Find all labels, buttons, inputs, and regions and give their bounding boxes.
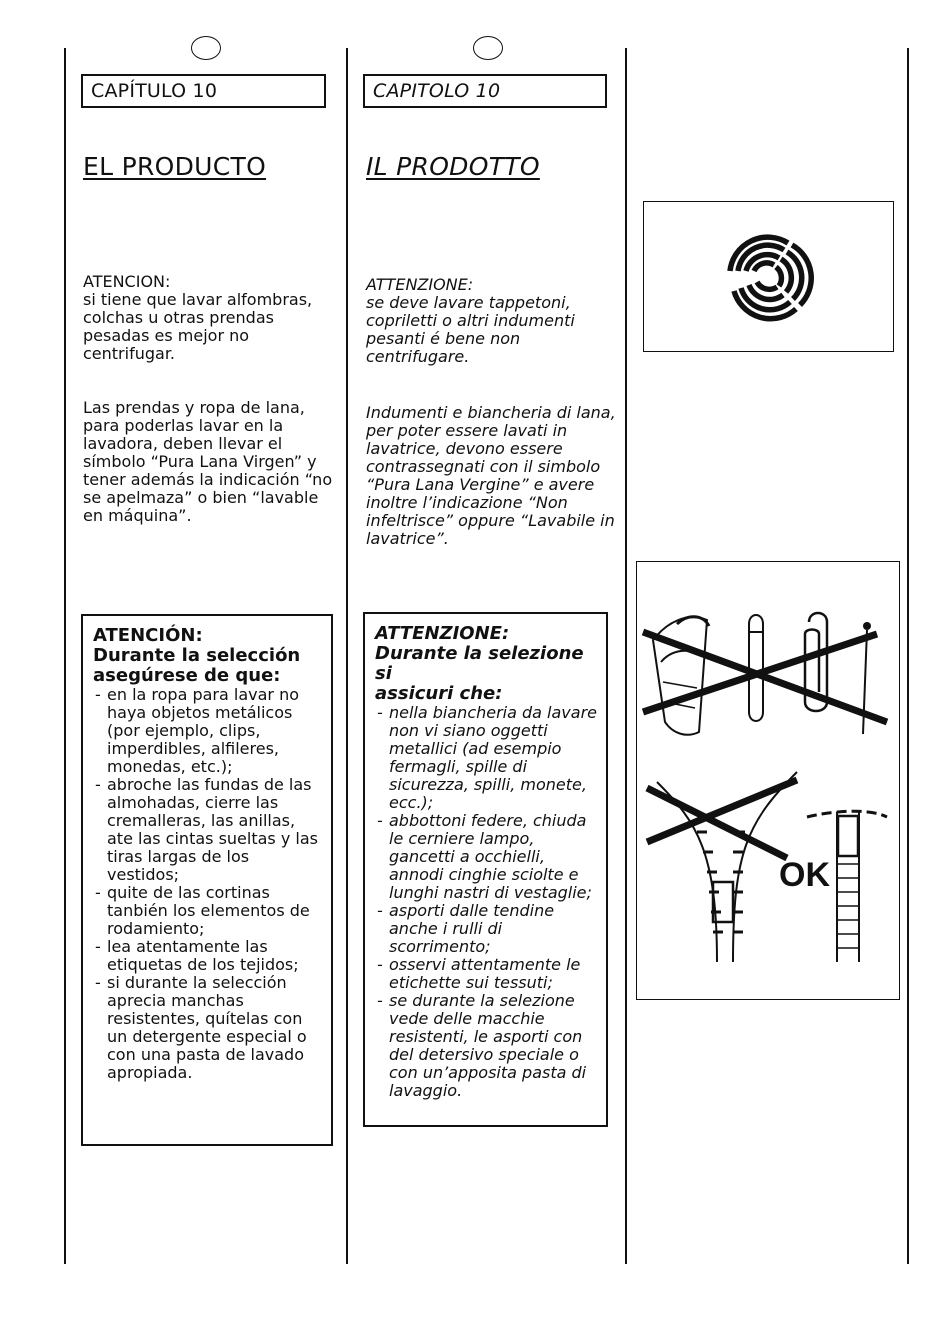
laundry-prep-frame [636, 561, 900, 1000]
column-divider [907, 48, 909, 1264]
box-heading-line: ATTENZIONE: [375, 623, 510, 644]
chapter-label-spanish: CAPÍTULO 10 [81, 74, 326, 108]
attention-note-italian [366, 276, 616, 366]
list-item: - nella biancheria da lavare non vi siano oggetti metallici (ad esempio fermagli, spille di sicurezza, spilli, monete, ecc.); [375, 704, 598, 812]
column-divider [64, 48, 66, 1264]
attention-text: se deve lavare tappetoni, copriletti o altri indumenti pesanti é bene non centrifugare. [366, 293, 575, 366]
attention-box-italian [363, 612, 608, 1127]
list-item: - si durante la selección aprecia manchas resistentes, quítelas con un detergente especial o con una pasta de lavado apropiada. [93, 974, 323, 1082]
wool-mark-icon [644, 202, 895, 353]
checklist [375, 704, 598, 1100]
section-title-italian: IL PRODOTTO [366, 152, 540, 181]
list-item: - osservi attentamente le etichette sui tessuti; [375, 956, 598, 992]
zipper-comparison-icon [637, 762, 901, 982]
box-heading-line: Durante la selección [93, 645, 301, 666]
list-item: - se durante la selezione vede delle macchie resistenti, le asporti con del detersivo speciale o con un’apposita pasta di lavaggio. [375, 992, 598, 1100]
checklist [93, 686, 323, 1082]
crossed-out-metal-objects-icon [637, 562, 901, 762]
column-divider [346, 48, 348, 1264]
attention-heading: ATTENZIONE: [366, 275, 474, 294]
box-heading-line: assicuri che: [375, 683, 503, 704]
language-marker-spanish [191, 36, 221, 60]
section-title-spanish: EL PRODUCTO [83, 152, 267, 181]
list-item: - lea atentamente las etiquetas de los tejidos; [93, 938, 323, 974]
box-heading-line: ATENCIÓN: [93, 625, 203, 646]
list-item: - quite de las cortinas tanbién los elementos de rodamiento; [93, 884, 323, 938]
list-item: - en la ropa para lavar no haya objetos metálicos (por ejemplo, clips, imperdibles, alfileres, monedas, etc.); [93, 686, 323, 776]
wool-paragraph-italian: Indumenti e biancheria di lana, per poter essere lavati in lavatrice, devono essere contrassegnati con il simbolo “Pura Lana Vergine” e avere inoltre l’indicazione “Non infeltrisce” oppure “Lavabile in lavatrice”. [366, 403, 616, 548]
list-item: - abroche las fundas de las almohadas, cierre las cremalleras, las anillas, ate las cintas sueltas y las tiras largas de los vestidos; [93, 776, 323, 884]
column-divider [625, 48, 627, 1264]
attention-box-spanish [81, 614, 333, 1146]
ok-label: OK [779, 856, 830, 894]
list-item: - abbottoni federe, chiuda le cerniere lampo, gancetti a occhielli, annodi cinghie sciolte e lunghi nastri di vestaglie; [375, 812, 598, 902]
box-heading-line: Durante la selezione si [375, 643, 584, 684]
language-marker-italian [473, 36, 503, 60]
attention-text: si tiene que lavar alfombras, colchas u otras prendas pesadas es mejor no centrifugar. [83, 290, 313, 363]
box-heading-line: asegúrese de que: [93, 665, 281, 686]
chapter-label-italian: CAPITOLO 10 [363, 74, 607, 108]
attention-note-spanish [83, 273, 333, 363]
wool-mark-frame [643, 201, 894, 352]
attention-heading: ATENCION: [83, 272, 171, 291]
list-item: - asporti dalle tendine anche i rulli di scorrimento; [375, 902, 598, 956]
wool-paragraph-spanish: Las prendas y ropa de lana, para poderlas lavar en la lavadora, deben llevar el símbolo “Pura Lana Virgen” y tener además la indicación “no se apelmaza” o bien “lavable en máquina”. [83, 398, 333, 525]
